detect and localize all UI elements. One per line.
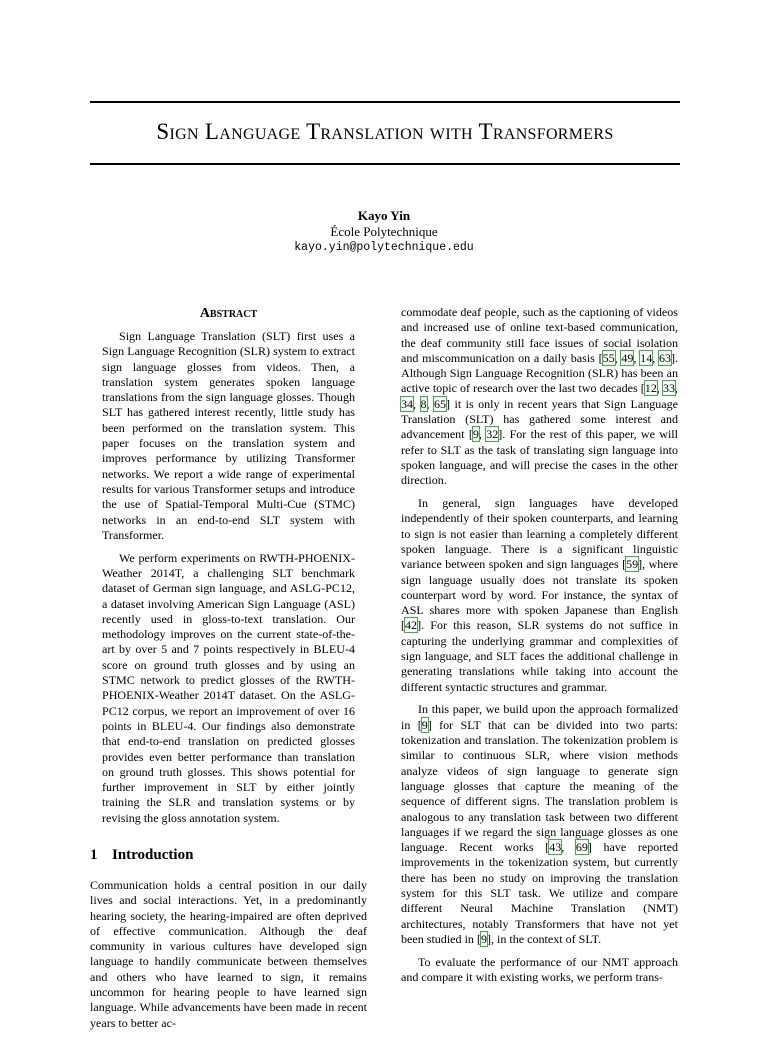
citation-link[interactable]: 43 [549, 840, 562, 855]
citation-link[interactable]: 49 [621, 350, 634, 365]
section-title: Introduction [112, 847, 194, 863]
title-bottom-rule [90, 163, 680, 165]
left-column [90, 305, 367, 1038]
section-heading-introduction [90, 846, 367, 864]
intro-paragraph-3: In this paper, we build upon the approach formalized in [9] for SLT that can be divided into two parts: tokenization and translation. The tokenization problem is similar to continuous SLR, where vision methods analyze videos of sign language to generate sign language glosses that capture the meaning of the sequence of different signs. The translation problem is analogous to any translation task between two different languages if we regard the sign language glosses as one language. Recent works [43, 69] have reported improvements in the tokenization system, but currently there has been no study on improving the translation system for this SLT task. We utilize and compare different Neural Machine Translation (NMT) architectures, notably Transformers that have not yet been studied in [9], in the context of SLT. [401, 702, 678, 946]
title-top-rule [90, 101, 680, 103]
abstract-paragraph-1: Sign Language Translation (SLT) first uses a Sign Language Recognition (SLR) system to extract sign language glosses from videos. Then, a translation system generates spoken language translations from the sign language glosses. Though SLT has gathered interest recently, little study has been performed on the translation system. This paper focuses on the translation system and improves performance by utilizing Transformer networks. We report a wide range of experimental results for various Transformer setups and introduce the use of Spatial-Temporal Multi-Cue (STMC) networks in an end-to-end SLT system with Transformer. [102, 329, 355, 542]
abstract-paragraph-2: We perform experiments on RWTH-PHOENIX-Weather 2014T, a challenging SLT benchmark dataset of German sign language, and ASLG-PC12, a dataset involving American Sign Language (ASL) recently used in gloss-to-text translation. Our methodology improves on the current state-of-the-art by over 5 and 7 points respectively in BLEU-4 score on ground truth glosses and by using an STMC network to predict glosses of the RWTH-PHOENIX-Weather 2014T dataset. On the ASLG-PC12 corpus, we report an improvement of over 16 points in BLEU-4. Our findings also demonstrate that end-to-end translation on predicted glosses provides even better performance than translation on ground truth glosses. This shows potential for further improvement in SLT by either jointly training the SLR and translation systems or by revising the gloss annotation system. [102, 550, 355, 825]
intro-paragraph-4: To evaluate the performance of our NMT approach and compare it with existing works, we perform trans- [401, 954, 678, 984]
citation-link[interactable]: 9 [472, 427, 479, 442]
citation-link[interactable]: 34 [401, 396, 414, 411]
citation-link[interactable]: 14 [640, 350, 653, 365]
abstract-body [90, 329, 367, 826]
citation-link[interactable]: 33 [662, 381, 675, 396]
intro-paragraph-1-part-1: Communication holds a central position in our daily lives and social interactions. Yet, in a predominantly hearing society, the hearing-impaired are often deprived of effective communication. Although the deaf community in various cultures have developed sign language to handily communicate between themselves and others who have learned to sign, it remains uncommon for hearing people to have learned sign language. While advancements have been made in recent years to better ac- [90, 878, 367, 1030]
section-number: 1 [90, 847, 98, 863]
author-affiliation: École Polytechnique [330, 224, 438, 239]
citation-link[interactable]: 59 [626, 557, 639, 572]
citation-link[interactable]: 32 [486, 427, 499, 442]
citation-link[interactable]: 55 [602, 350, 615, 365]
citation-link[interactable]: 65 [433, 396, 447, 411]
intro-paragraph-1-part-2: commodate deaf people, such as the captioning of videos and increased use of online text-based communication, the deaf community still face issues of social isolation and miscommunication on a daily basis [55, 49, 14, 63]. Although Sign Language Recognition (SLR) has been an active topic of research over the last two decades [12, 33, 34, 8, 65] it is only in recent years that Sign Language Translation (SLT) has gathered some interest and advancement [9, 32]. For the rest of this paper, we will refer to SLT as the task of translating sign language into spoken language, and will precise the cases in the other direction. [401, 305, 679, 488]
citation-link[interactable]: 9 [480, 931, 487, 946]
right-column [401, 305, 678, 993]
citation-link[interactable]: 8 [420, 396, 427, 411]
paper-title: Sign Language Translation with Transformers [156, 119, 614, 144]
citation-link[interactable]: 63 [658, 350, 671, 365]
citation-link[interactable]: 12 [644, 381, 657, 396]
author-email: kayo.yin@polytechnique.edu [294, 241, 474, 254]
author-name: Kayo Yin [357, 208, 411, 223]
abstract-heading: Abstract [199, 306, 258, 321]
author-block [0, 208, 768, 256]
citation-link[interactable]: 69 [575, 840, 588, 855]
citation-link[interactable]: 42 [405, 618, 418, 633]
intro-paragraph-2: In general, sign languages have developed independently of their spoken counterparts, and learning to sign is not easier than learning a completely different spoken language. There is a significant linguistic variance between spoken and sign languages [59], where sign language usually does not translate its spoken counterpart word by word. For instance, the syntax of ASL shares more with spoken Japanese than English [42]. For this reason, SLR systems do not suffice in capturing the underlying grammar and complexities of sign language, and SLT faces the additional challenge in generating translations while taking into account the different syntactic structures and grammar. [401, 496, 678, 694]
citation-link[interactable]: 9 [421, 717, 428, 732]
